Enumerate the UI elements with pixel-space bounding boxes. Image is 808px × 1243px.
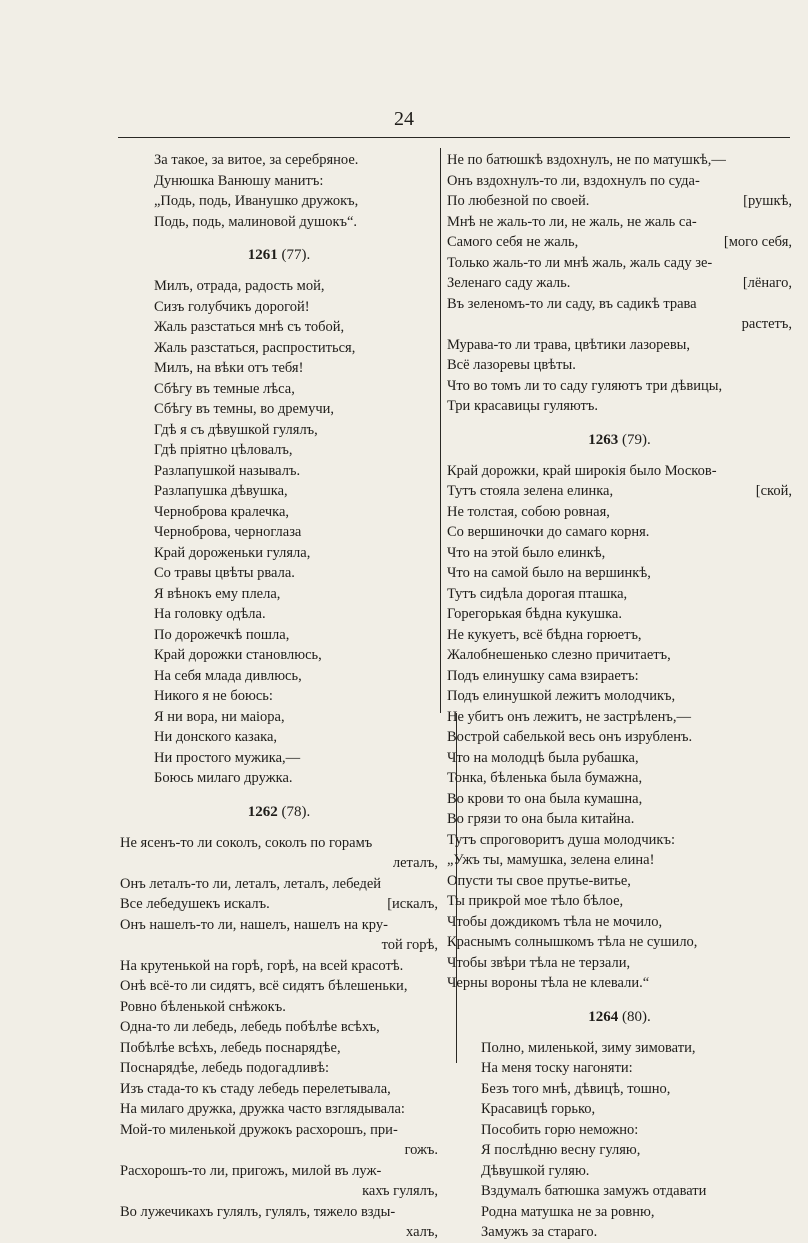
verse-line: Сбѣгу въ темные лѣса, (154, 380, 295, 397)
song-heading-1263 (447, 429, 792, 451)
verse-line-split (447, 232, 792, 253)
song-heading-1262 (120, 801, 438, 823)
verse-line: Тутъ спроговоритъ душа молодчикъ: (447, 831, 675, 848)
verse-line: Вострой сабелькой весь онъ изрубленъ. (447, 729, 693, 745)
song-1264-text (447, 1038, 792, 1243)
verse-line: Всё лазоревы цвѣты. (447, 357, 576, 373)
verse-line: Не кукуетъ, всё бѣдна горюетъ, (447, 626, 642, 643)
song-reference: (79). (622, 431, 651, 448)
verse-line: Жалобнешенько слезно причитаетъ, (447, 647, 671, 663)
verse-line: Сбѣгу въ темны, во дремучи, (154, 401, 335, 417)
verse-line: Я послѣдню весну гуляю, (481, 1142, 641, 1158)
header-rule (118, 137, 790, 138)
verse-line: Во лужечикахъ гулялъ, гулялъ, тяжело взды- (120, 1203, 396, 1220)
verse-line: Край дорожки, край широкія было Москов- (447, 462, 717, 479)
verse-line: „Подь, подь, Иванушко дружокъ, (154, 193, 359, 209)
verse-line: Вздумалъ батюшка замужъ отдавати (481, 1183, 707, 1199)
verse-line: Край дорожки становлюсь, (154, 647, 322, 663)
verse-line: Что на самой было на вершинкѣ, (447, 565, 651, 581)
verse-line: Ты прикрой мое тѣло бѣлое, (447, 893, 624, 909)
verse-line: На милаго дружка, дружка часто взглядывала: (120, 1101, 405, 1117)
verse-line: Что на этой было елинкѣ, (447, 544, 606, 561)
verse-line-continuation: той горѣ, (381, 937, 438, 953)
song-heading-1261 (120, 244, 438, 266)
verse-line: Гдѣ пріятно цѣловалъ, (154, 442, 293, 458)
verse-line-continuation: халъ, (406, 1224, 438, 1240)
song-reference: (78). (281, 803, 311, 820)
verse-line-continuation: леталъ, (392, 855, 438, 871)
verse-line: Жаль разстаться мнѣ съ тобой, (154, 319, 345, 335)
verse-line: Милъ, на вѣки отъ тебя! (154, 360, 304, 376)
verse-line-carryover: [рушкѣ, (743, 193, 792, 209)
verse-line: Во крови то она была кумашна, (447, 790, 643, 807)
verse-line: Что на молодцѣ была рубашка, (447, 749, 639, 766)
verse-line: Во грязи то она была китайна. (447, 811, 635, 827)
verse-line: Все лебедушекъ искалъ. (120, 896, 270, 912)
verse-line-split (447, 191, 792, 212)
verse-line: Боюсь милаго дружка. (154, 770, 293, 786)
verse-line: Мнѣ не жаль-то ли, не жаль, не жаль са- (447, 213, 697, 230)
verse-line: На крутенькой на горѣ, горѣ, на всей красотѣ. (120, 957, 404, 974)
verse-line-split (447, 481, 792, 502)
verse-line: Ровно бѣленькой снѣжокъ. (120, 998, 286, 1015)
intro-stanza (120, 150, 438, 232)
verse-line: Что во томъ ли то саду гуляютъ три дѣвицы, (447, 377, 723, 394)
verse-line: Онъ нашелъ-то ли, нашелъ, нашелъ на кру- (120, 916, 388, 933)
verse-line: Горегорькая бѣдна кукушка. (447, 606, 622, 622)
column-divider (440, 148, 441, 713)
verse-line: Чтобы звѣри тѣла не терзали, (447, 954, 631, 971)
verse-line: Безъ того мнѣ, дѣвицѣ, тошно, (481, 1080, 671, 1097)
verse-line: Родна матушка не за ровню, (481, 1203, 655, 1220)
verse-line: Разлапушка дѣвушка, (154, 483, 288, 499)
verse-line: Ни донского казака, (154, 729, 278, 745)
verse-line: Тутъ сидѣла дорогая пташка, (447, 585, 628, 602)
verse-line: За такое, за витое, за серебряное. (154, 152, 359, 168)
verse-line: Черноброва кралечка, (154, 503, 290, 520)
song-heading-1264 (447, 1006, 792, 1028)
song-number: 1262 (247, 803, 278, 820)
verse-line: Подь, подь, малиновой душокъ“. (154, 213, 358, 230)
verse-line: По дорожечкѣ пошла, (154, 626, 290, 643)
verse-line: Онѣ всё-то ли сидятъ, всё сидятъ бѣлешеньки, (120, 978, 408, 994)
verse-line-split (120, 894, 438, 915)
verse-line: Дунюшка Ванюшу манитъ: (154, 172, 324, 189)
verse-line-continuation: гожъ. (404, 1142, 438, 1158)
song-1262-continuation (447, 150, 792, 417)
verse-line: Три красавицы гуляютъ. (447, 398, 599, 414)
song-number: 1263 (588, 431, 619, 448)
verse-line-continuation: растетъ, (741, 316, 792, 332)
verse-line: Со вершиночки до самаго корня. (447, 524, 650, 540)
verse-line-carryover: [ской, (755, 483, 792, 499)
verse-line-continuation: кахъ гулялъ, (362, 1183, 438, 1199)
verse-line: Онъ вздохнулъ-то ли, вздохнулъ по суда- (447, 172, 700, 189)
song-number: 1261 (247, 247, 278, 263)
verse-line: Опусти ты свое прутье-витье, (447, 872, 631, 889)
verse-line: Милъ, отрада, радость мой, (154, 278, 325, 294)
verse-line: Я ни вора, ни маіора, (154, 708, 285, 725)
verse-line: Мой-то миленькой дружокъ расхорошъ, при- (120, 1121, 398, 1138)
verse-line: Пособить горю неможно: (481, 1121, 639, 1138)
page-number: 24 (394, 108, 414, 130)
verse-line: Не по батюшкѣ вздохнулъ, не по матушкѣ,— (447, 152, 726, 168)
verse-line-carryover: [искалъ, (387, 896, 438, 912)
verse-line: Черны вороны тѣла не клевали.“ (447, 975, 650, 991)
verse-line: По любезной по своей. (447, 193, 590, 209)
verse-line: Въ зеленомъ-то ли саду, въ садикѣ трава (447, 295, 697, 312)
verse-line: Не толстая, собою ровная, (447, 503, 610, 520)
verse-line: Со травы цвѣты рвала. (154, 565, 295, 581)
verse-line: Чтобы дождикомъ тѣла не мочило, (447, 913, 663, 930)
verse-line: Жаль разстаться, распроститься, (154, 339, 356, 356)
verse-line-carryover: [лёнаго, (742, 275, 792, 291)
verse-line: Побѣлѣе всѣхъ, лебедь поснарядѣе, (120, 1039, 341, 1056)
verse-line: Мурава-то ли трава, цвѣтики лазоревы, (447, 336, 691, 353)
verse-line: На меня тоску нагоняти: (481, 1060, 633, 1076)
verse-line: Я вѣнокъ ему плела, (154, 585, 281, 602)
song-number: 1264 (588, 1008, 619, 1025)
verse-line: Черноброва, черноглаза (154, 524, 302, 540)
verse-line: Самого себя не жаль, (447, 234, 579, 250)
left-column (120, 150, 438, 1243)
verse-line-split (447, 273, 792, 294)
verse-line: Не убитъ онъ лежитъ, не застрѣленъ,— (447, 708, 691, 725)
verse-line: Край дороженьки гуляла, (154, 544, 311, 561)
verse-line: Дѣвушкой гуляю. (481, 1162, 590, 1179)
verse-line: Подъ елинушкой лежитъ молодчикъ, (447, 688, 676, 704)
verse-line: Подъ елинушку сама взираетъ: (447, 667, 639, 684)
verse-line: Поснарядѣе, лебедь подогадливѣ: (120, 1060, 330, 1076)
song-reference: (77). (281, 247, 311, 263)
verse-line: На головку одѣла. (154, 606, 266, 622)
verse-line: Никого я не боюсь: (154, 688, 273, 704)
verse-line: Полно, миленькой, зиму зимовати, (481, 1039, 696, 1056)
verse-line: Краснымъ солнышкомъ тѣла не сушило, (447, 934, 698, 950)
verse-line: Зеленаго саду жаль. (447, 275, 571, 291)
verse-line: Тутъ стояла зелена елинка, (447, 483, 614, 499)
verse-line-carryover: [мого себя, (723, 234, 792, 250)
verse-line: „Ужъ ты, мамушка, зелена елина! (447, 852, 655, 868)
verse-line: Ни простого мужика,— (154, 749, 301, 766)
verse-line: Только жаль-то ли мнѣ жаль, жаль саду зе- (447, 254, 713, 271)
verse-line: Онъ леталъ-то ли, леталъ, леталъ, лебедей (120, 875, 382, 892)
verse-line: Тонка, бѣленька была бумажна, (447, 770, 643, 786)
song-reference: (80). (622, 1008, 651, 1025)
song-1263-text (447, 461, 792, 994)
verse-line: Гдѣ я съ дѣвушкой гулялъ, (154, 421, 318, 438)
verse-line: Изъ стада-то къ стаду лебедь перелетывала, (120, 1080, 391, 1097)
verse-line: Сизъ голубчикъ дорогой! (154, 298, 310, 315)
right-column (447, 150, 792, 1243)
song-1261-text (120, 276, 438, 789)
song-1262-text (120, 833, 438, 1243)
verse-line: Одна-то ли лебедь, лебедь побѣлѣе всѣхъ, (120, 1019, 380, 1035)
verse-line: Красавицѣ горько, (481, 1101, 596, 1117)
verse-line: Не ясенъ-то ли соколъ, соколъ по горамъ (120, 834, 373, 851)
verse-line: Разлапушкой называлъ. (154, 462, 301, 479)
verse-line: На себя млада дивлюсь, (154, 667, 302, 684)
verse-line: Расхорошъ-то ли, пригожъ, милой въ луж- (120, 1162, 382, 1179)
verse-line: Замужъ за стараго. (481, 1224, 598, 1240)
